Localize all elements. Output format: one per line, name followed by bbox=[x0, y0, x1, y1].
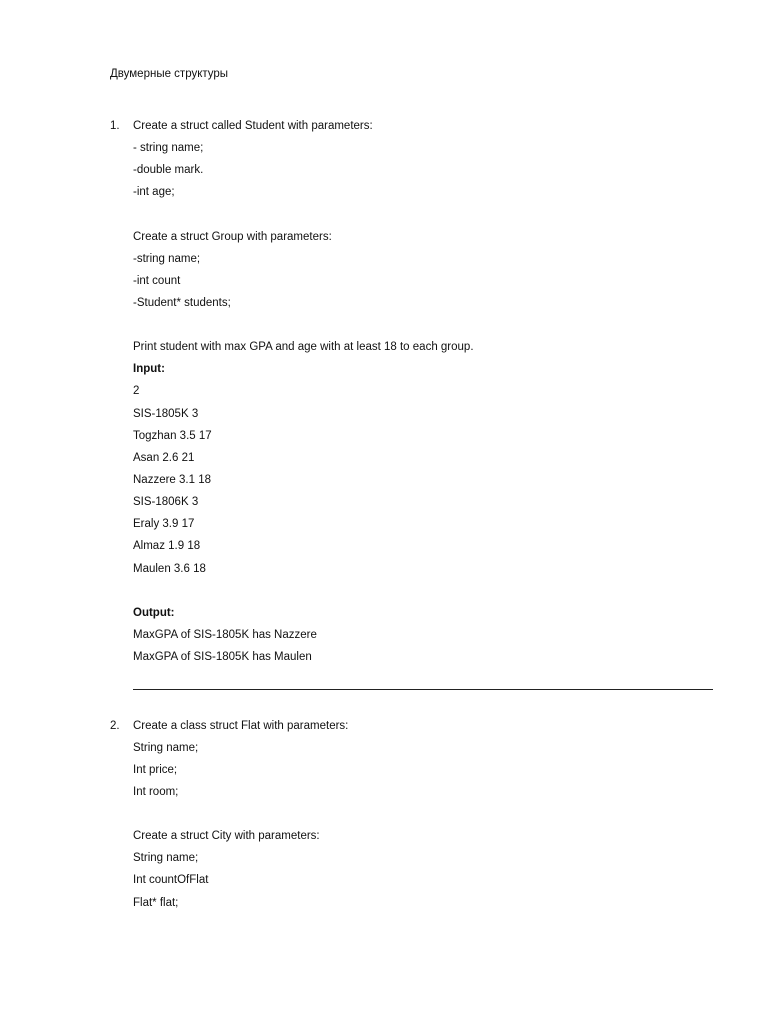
document-title: Двумерные структуры bbox=[110, 68, 229, 80]
item-1-line: -Student* students; bbox=[133, 297, 231, 309]
input-line: Asan 2.6 21 bbox=[133, 452, 195, 464]
input-line: Eraly 3.9 17 bbox=[133, 518, 195, 530]
item-2-line: String name; bbox=[133, 742, 199, 754]
item-1-line: Print student with max GPA and age with at least 18 to each group. bbox=[133, 341, 474, 353]
item-2-line: Flat* flat; bbox=[133, 897, 179, 909]
output-line: MaxGPA of SIS-1805K has Nazzere bbox=[133, 629, 317, 641]
item-1-line: - string name; bbox=[133, 142, 204, 154]
item-2-line: Create a class struct Flat with parameters: bbox=[133, 720, 349, 732]
input-line: SIS-1806K 3 bbox=[133, 496, 199, 508]
output-heading: Output: bbox=[133, 607, 175, 619]
horizontal-divider bbox=[133, 689, 713, 690]
item-2-line: Create a struct City with parameters: bbox=[133, 830, 320, 842]
input-line: 2 bbox=[133, 385, 140, 397]
input-line: Almaz 1.9 18 bbox=[133, 540, 201, 552]
input-line: Nazzere 3.1 18 bbox=[133, 474, 211, 486]
input-line: Togzhan 3.5 17 bbox=[133, 430, 212, 442]
item-1-line: -double mark. bbox=[133, 164, 204, 176]
item-1-line: -string name; bbox=[133, 253, 201, 265]
item-2-number: 2. bbox=[110, 720, 120, 732]
item-2-line: Int price; bbox=[133, 764, 178, 776]
item-1-line: Create a struct Group with parameters: bbox=[133, 231, 332, 243]
input-heading: Input: bbox=[133, 363, 165, 375]
item-2-line: Int room; bbox=[133, 786, 179, 798]
item-1-line: -int count bbox=[133, 275, 181, 287]
input-line: Maulen 3.6 18 bbox=[133, 563, 206, 575]
item-2-line: Int countOfFlat bbox=[133, 874, 209, 886]
input-line: SIS-1805K 3 bbox=[133, 408, 199, 420]
item-1-number: 1. bbox=[110, 120, 120, 132]
output-line: MaxGPA of SIS-1805K has Maulen bbox=[133, 651, 312, 663]
item-2-line: String name; bbox=[133, 852, 199, 864]
item-1-line: -int age; bbox=[133, 186, 175, 198]
item-1-line: Create a struct called Student with parameters: bbox=[133, 120, 373, 132]
